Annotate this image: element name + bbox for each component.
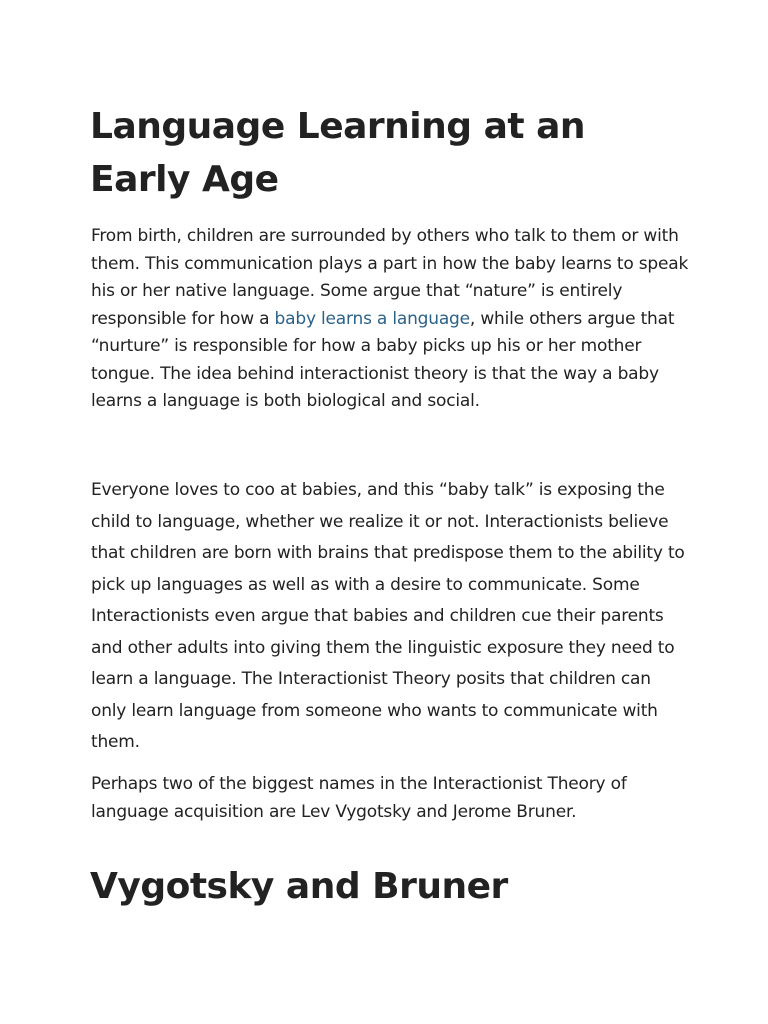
baby-talk-paragraph: Everyone loves to coo at babies, and this “baby talk” is exposing the child to language, whether we realize it or not. Interactionists believe that children are born with brains that predispose them to the ability to pick up languages as well as with a desire to communicate. Some Interactionists even argue that babies and children cue their parents and other adults into giving them the linguistic exposure they need to learn a language. The Interactionist Theory posits that children can only learn language from someone who wants to communicate with them. (91, 480, 685, 752)
intro-text-before-link: From birth, children are surrounded by others who talk to them or with them. This communication plays a part in how the baby learns to speak his or her native language. Some argue that “nature” is entirely responsible for how a (91, 226, 689, 329)
vygotsky-bruner-intro-paragraph: Perhaps two of the biggest names in the Interactionist Theory of language acquisition are Lev Vygotsky and Jerome Bruner. (91, 774, 627, 822)
section-heading: Vygotsky and Bruner (90, 866, 508, 907)
intro-paragraph (91, 223, 691, 416)
intro-text-after-link: , while others argue that “nurture” is responsible for how a baby picks up his or her mother tongue. The idea behind interactionist theory is that the way a baby learns a language is both biological and social. (91, 308, 675, 411)
page-title: Language Learning at an Early Age (90, 106, 586, 200)
baby-learns-language-link[interactable]: baby learns a language (274, 308, 470, 329)
